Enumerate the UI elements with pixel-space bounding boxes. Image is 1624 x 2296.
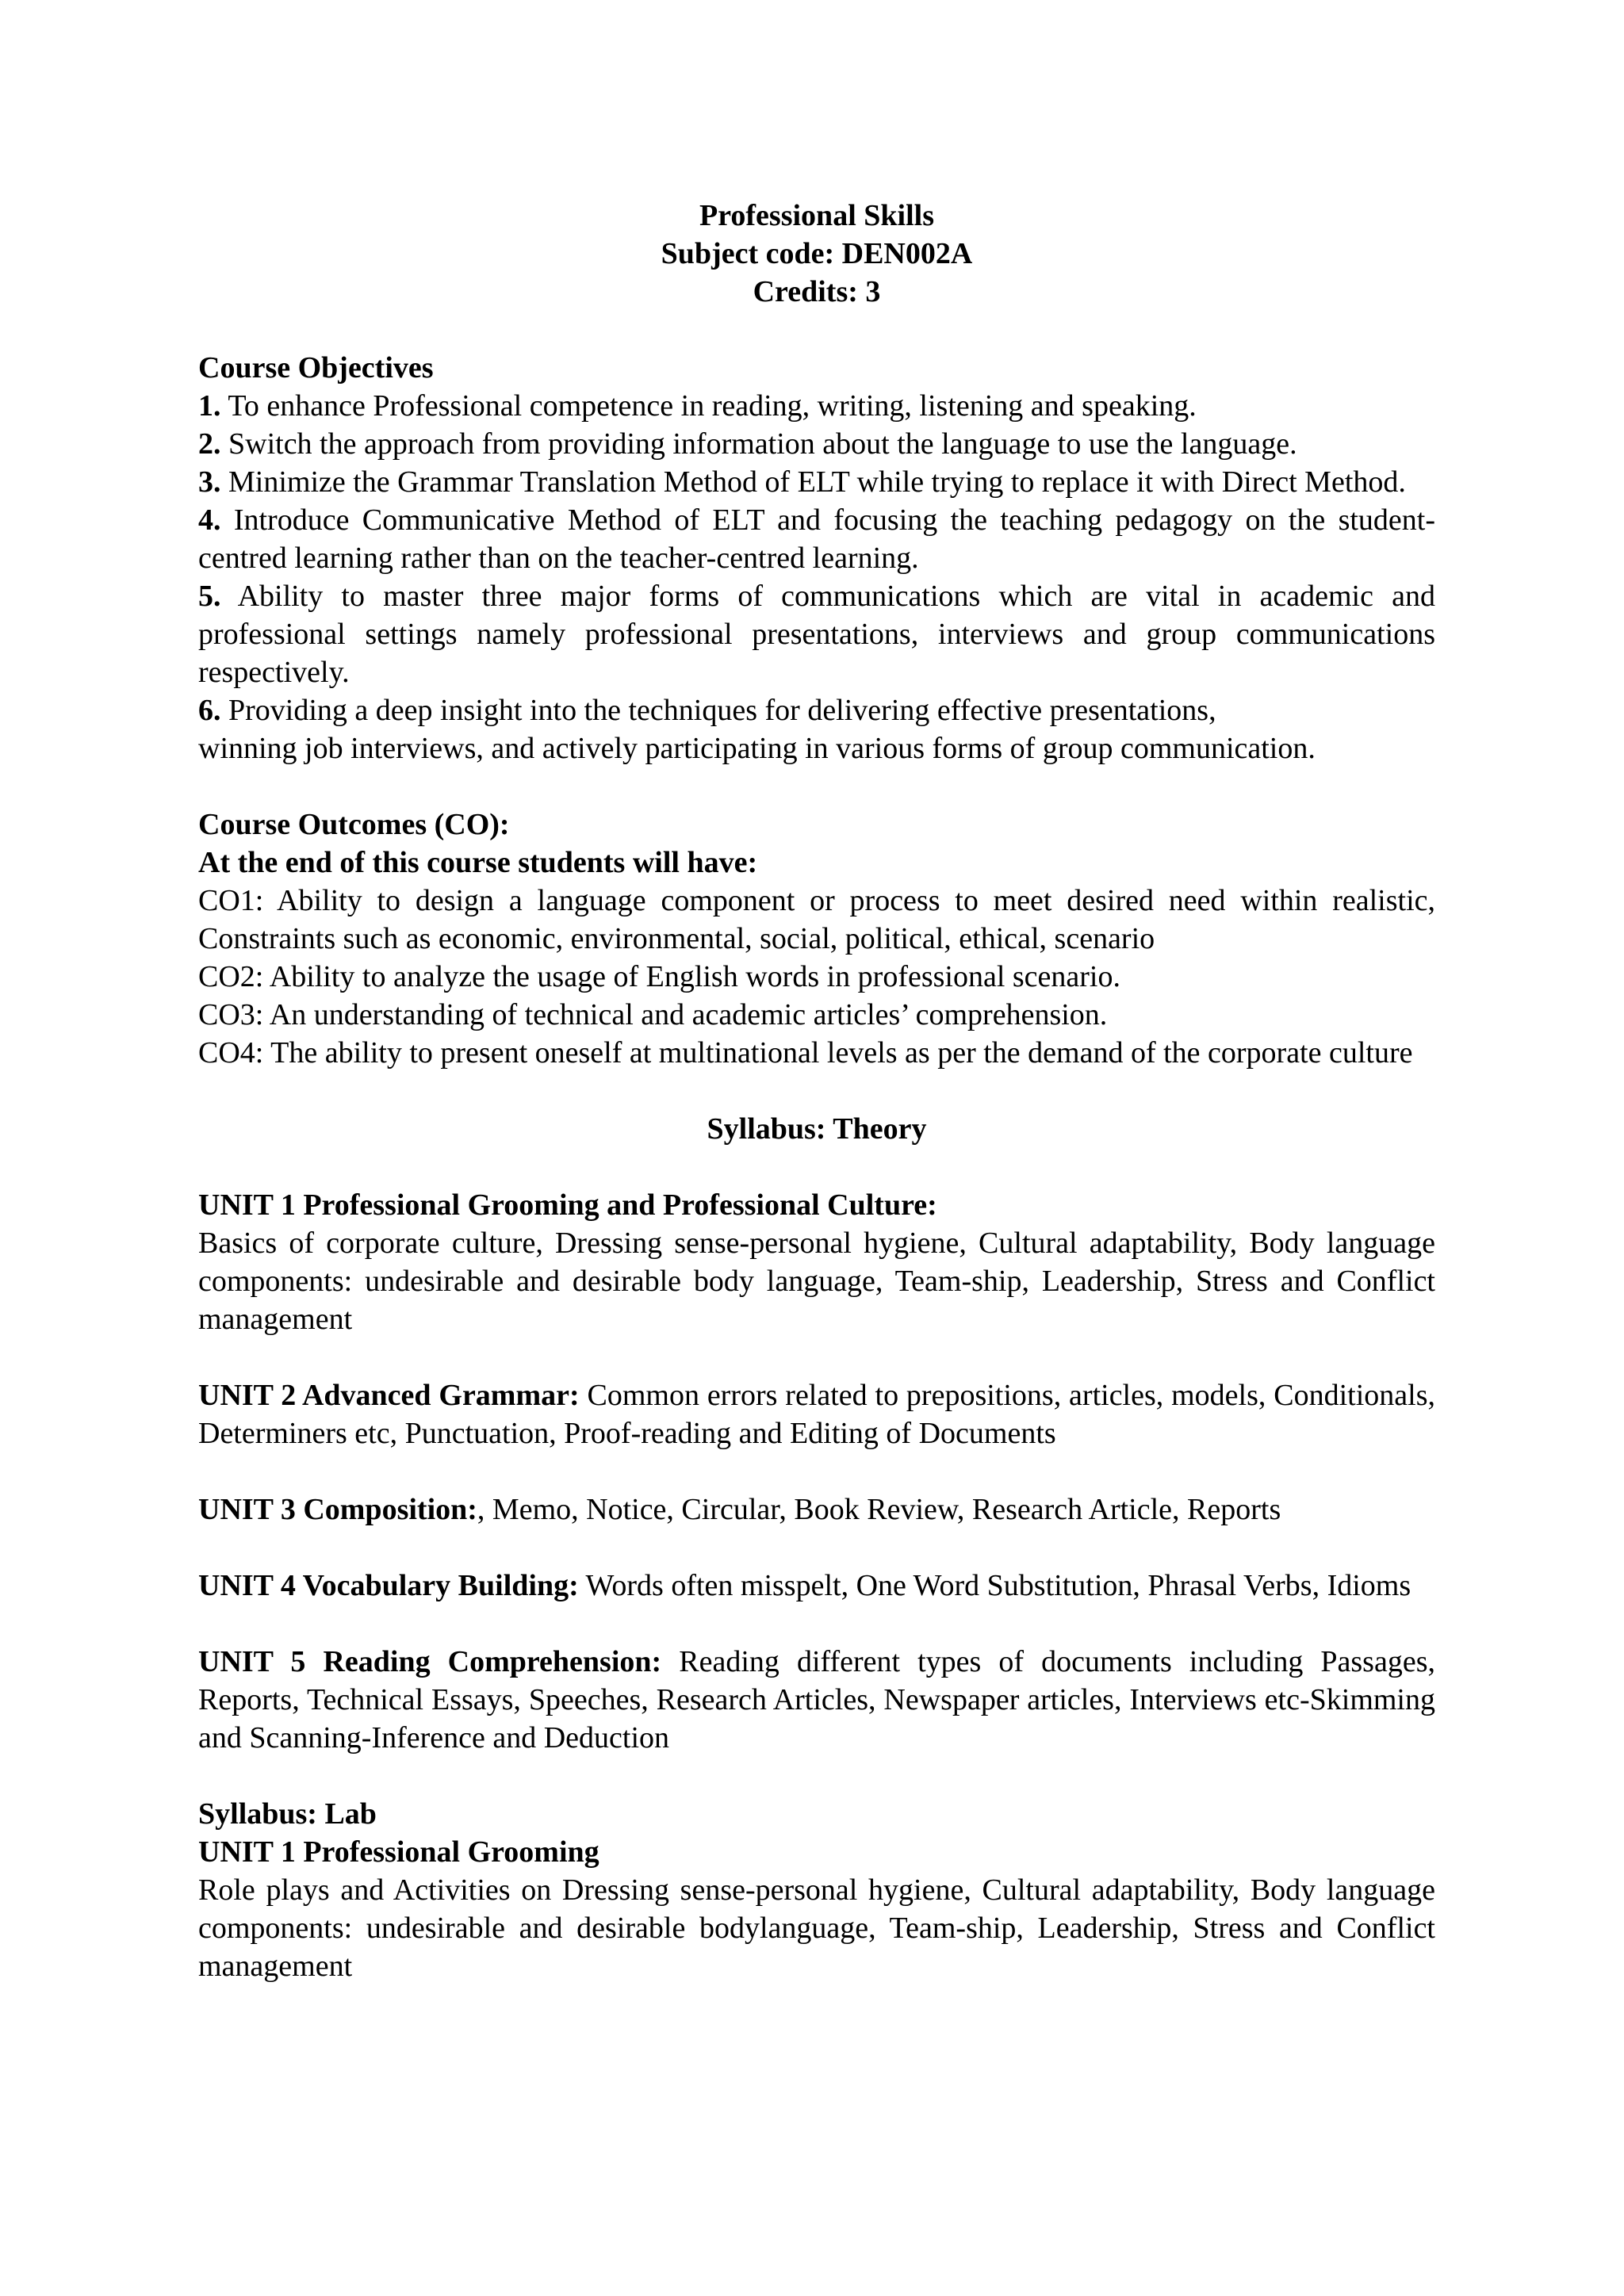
spacer	[198, 1529, 1435, 1567]
objective-number: 2.	[198, 427, 221, 461]
objective-number: 4.	[198, 503, 221, 537]
subject-code: Subject code: DEN002A	[661, 237, 973, 270]
objective-item	[198, 577, 1435, 691]
theory-unit-5-title: UNIT 5 Reading Comprehension:	[198, 1645, 662, 1678]
objective-text: Ability to master three major forms of communications which are vital in academic and professional settings namely professional presentations, interviews and group communications respectively.	[198, 580, 1435, 689]
lab-heading: Syllabus: Lab	[198, 1797, 377, 1831]
theory-unit-2	[198, 1376, 1435, 1452]
lab-unit-1-title: UNIT 1 Professional Grooming	[198, 1835, 599, 1869]
objective-text: Introduce Communicative Method of ELT and focusing the teaching pedagogy on the student-centred learning rather than on the teacher-centred learning.	[198, 503, 1435, 575]
objective-item	[198, 387, 1435, 425]
theory-unit-2-title: UNIT 2 Advanced Grammar:	[198, 1379, 580, 1412]
outcome-item: CO1: Ability to design a language component or process to meet desired need within realistic, Constraints such as economic, environmental, social, political, ethical, scenario	[198, 884, 1435, 955]
theory-unit-3	[198, 1490, 1435, 1529]
objective-item	[198, 425, 1435, 463]
spacer	[198, 311, 1435, 349]
theory-unit-1-title: UNIT 1 Professional Grooming and Professional Culture:	[198, 1188, 937, 1222]
objective-number: 6.	[198, 694, 221, 727]
theory-unit-5	[198, 1643, 1435, 1757]
spacer	[198, 1148, 1435, 1186]
spacer	[198, 1757, 1435, 1795]
objective-number: 5.	[198, 580, 221, 613]
objectives-heading: Course Objectives	[198, 351, 434, 385]
objective-number: 3.	[198, 465, 221, 499]
theory-heading: Syllabus: Theory	[707, 1112, 927, 1146]
lab-unit-1-body: Role plays and Activities on Dressing sense-personal hygiene, Cultural adaptability, Body language components: undesirable and desirable bodylanguage, Team-ship, Leadership, Stress and Conflict management	[198, 1873, 1435, 1983]
outcome-item: CO2: Ability to analyze the usage of English words in professional scenario.	[198, 960, 1120, 993]
theory-unit-4	[198, 1567, 1435, 1605]
objective-text: Switch the approach from providing information about the language to use the language.	[220, 427, 1297, 461]
credits: Credits: 3	[753, 275, 881, 308]
document-page	[198, 197, 1435, 1985]
objective-item-continued	[198, 729, 1435, 767]
objective-item	[198, 463, 1435, 501]
objective-text: Providing a deep insight into the techniques for delivering effective presentations,	[220, 694, 1216, 727]
outcome-item: CO3: An understanding of technical and academic articles’ comprehension.	[198, 998, 1108, 1031]
outcomes-heading: Course Outcomes (CO):	[198, 808, 510, 841]
spacer	[198, 1072, 1435, 1110]
theory-unit-5-body: Reading different types of documents including Passages, Reports, Technical Essays, Speeches, Research Articles, Newspaper articles, Interviews etc-Skimming and Scanning-Inference and Deduction	[198, 1645, 1435, 1755]
objective-text: Minimize the Grammar Translation Method of ELT while trying to replace it with Direct Method.	[220, 465, 1406, 499]
theory-unit-2-body: Common errors related to prepositions, articles, models, Conditionals, Determiners etc, Punctuation, Proof-reading and Editing of Documents	[198, 1379, 1435, 1450]
theory-unit-3-title: UNIT 3 Composition:	[198, 1493, 477, 1526]
spacer	[198, 1605, 1435, 1643]
theory-unit-4-title: UNIT 4 Vocabulary Building:	[198, 1569, 579, 1602]
spacer	[198, 767, 1435, 806]
objective-number: 1.	[198, 389, 221, 423]
objective-text: To enhance Professional competence in reading, writing, listening and speaking.	[220, 389, 1197, 423]
theory-unit-1-body: Basics of corporate culture, Dressing sense-personal hygiene, Cultural adaptability, Body language components: undesirable and desirable body language, Team-ship, Leadership, Stress and Conflict management	[198, 1226, 1435, 1336]
objective-item	[198, 691, 1435, 729]
theory-unit-4-body: Words often misspelt, One Word Substitution, Phrasal Verbs, Idioms	[578, 1569, 1411, 1602]
theory-unit-3-body: , Memo, Notice, Circular, Book Review, Research Article, Reports	[477, 1493, 1281, 1526]
objective-text: winning job interviews, and actively participating in various forms of group communication.	[198, 732, 1316, 765]
page-title: Professional Skills	[699, 199, 934, 232]
objective-item	[198, 501, 1435, 577]
outcome-item: CO4: The ability to present oneself at multinational levels as per the demand of the corporate culture	[198, 1036, 1413, 1070]
spacer	[198, 1338, 1435, 1376]
spacer	[198, 1452, 1435, 1490]
outcomes-subheading: At the end of this course students will have:	[198, 846, 758, 879]
